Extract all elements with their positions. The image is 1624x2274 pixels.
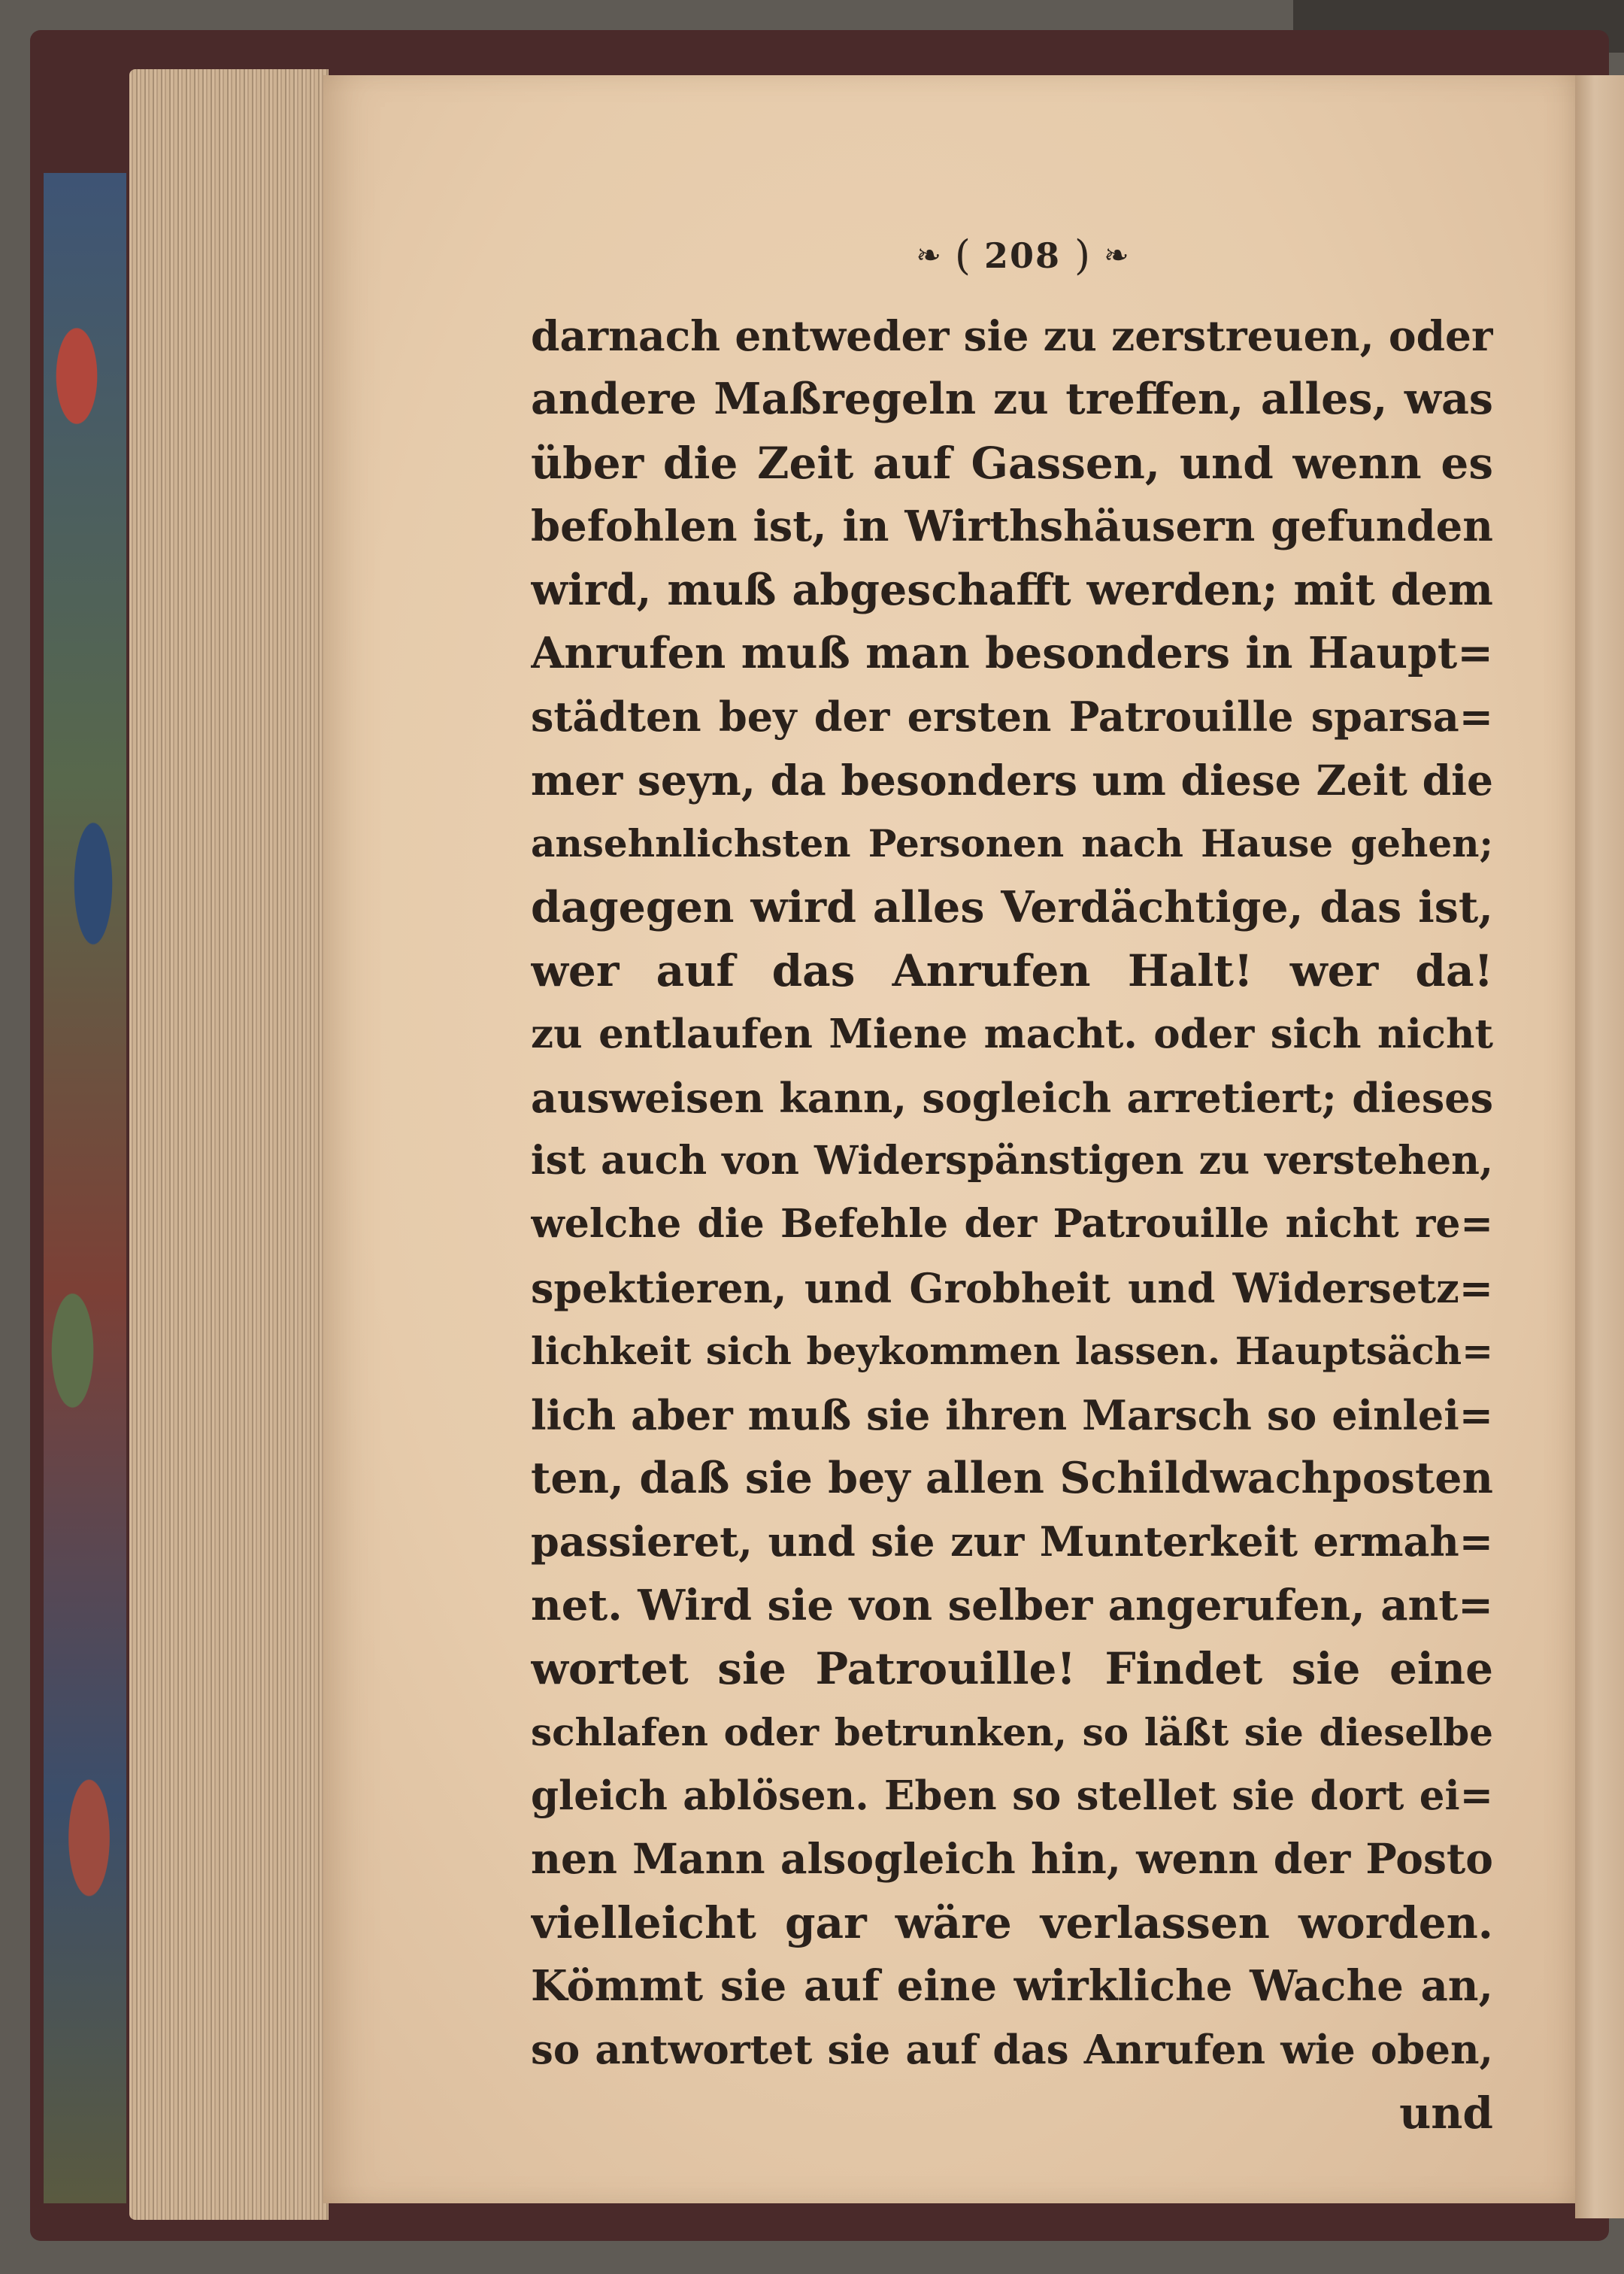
text-line: vielleicht gar wäre verlassen worden. xyxy=(531,1897,1493,1948)
text-line: ten, daß sie bey allen Schildwachposten xyxy=(531,1453,1493,1504)
text-line: lich aber muß sie ihren Marsch so einlei= xyxy=(531,1390,1493,1439)
page-edges xyxy=(129,69,329,2220)
marbled-cover-edge xyxy=(44,173,126,2203)
header-paren-left: ( xyxy=(954,232,971,279)
text-line: schlafen oder betrunken, so läßt sie dieselbe xyxy=(531,1709,1493,1754)
body-text xyxy=(531,305,1493,2145)
text-line: zu entlaufen Miene macht. oder sich nicht xyxy=(531,1011,1493,1058)
text-line: ist auch von Widerspänstigen zu verstehen, xyxy=(531,1138,1493,1184)
text-line: darnach entweder sie zu zerstreuen, oder xyxy=(531,311,1493,360)
text-line: mer seyn, da besonders um diese Zeit die xyxy=(531,755,1493,805)
text-line: lichkeit sich beykommen lassen. Hauptsäch= xyxy=(531,1329,1493,1374)
header-paren-right: ) xyxy=(1074,232,1091,279)
text-line: spektieren, und Grobheit und Widersetz= xyxy=(531,1263,1493,1312)
text-line: ausweisen kann, sogleich arretiert; dieses xyxy=(531,1073,1493,1122)
text-line: wer auf das Anrufen Halt! wer da! xyxy=(531,944,1493,996)
page-header xyxy=(835,229,1210,282)
text-line: städten bey der ersten Patrouille sparsa= xyxy=(531,693,1493,741)
text-line: welche die Befehle der Patrouille nicht re= xyxy=(531,1201,1493,1248)
catchword: und xyxy=(1399,2087,1493,2139)
ornament-right-icon: ❧ xyxy=(1104,238,1129,273)
text-line: ansehnlichsten Personen nach Hause gehen; xyxy=(531,821,1493,866)
text-line: passieret, und sie zur Munterkeit ermah= xyxy=(531,1518,1493,1566)
facing-page-edge xyxy=(1575,75,1624,2218)
text-line: so antwortet sie auf das Anrufen wie oben, xyxy=(531,2026,1493,2073)
ornament-left-icon: ❧ xyxy=(916,238,941,273)
text-line: über die Zeit auf Gassen, und wenn es xyxy=(531,437,1493,489)
text-line: befohlen ist, in Wirthshäusern gefunden xyxy=(531,502,1493,552)
text-line: andere Maßregeln zu treffen, alles, was xyxy=(531,374,1493,425)
text-line: wird, muß abgeschafft werden; mit dem xyxy=(531,564,1493,615)
text-line: gleich ablösen. Eben so stellet sie dort ei= xyxy=(531,1772,1493,1819)
page-number: 208 xyxy=(983,235,1062,276)
text-line: nen Mann alsogleich hin, wenn der Posto xyxy=(531,1834,1493,1884)
text-line: wortet sie Patrouille! Findet sie eine xyxy=(531,1643,1493,1695)
text-line: Kömmt sie auf eine wirkliche Wache an, xyxy=(531,1961,1493,2012)
text-line: Anrufen muß man besonders in Haupt= xyxy=(531,627,1493,678)
text-line: dagegen wird alles Verdächtige, das ist, xyxy=(531,881,1493,932)
text-line: net. Wird sie von selber angerufen, ant= xyxy=(531,1580,1493,1630)
